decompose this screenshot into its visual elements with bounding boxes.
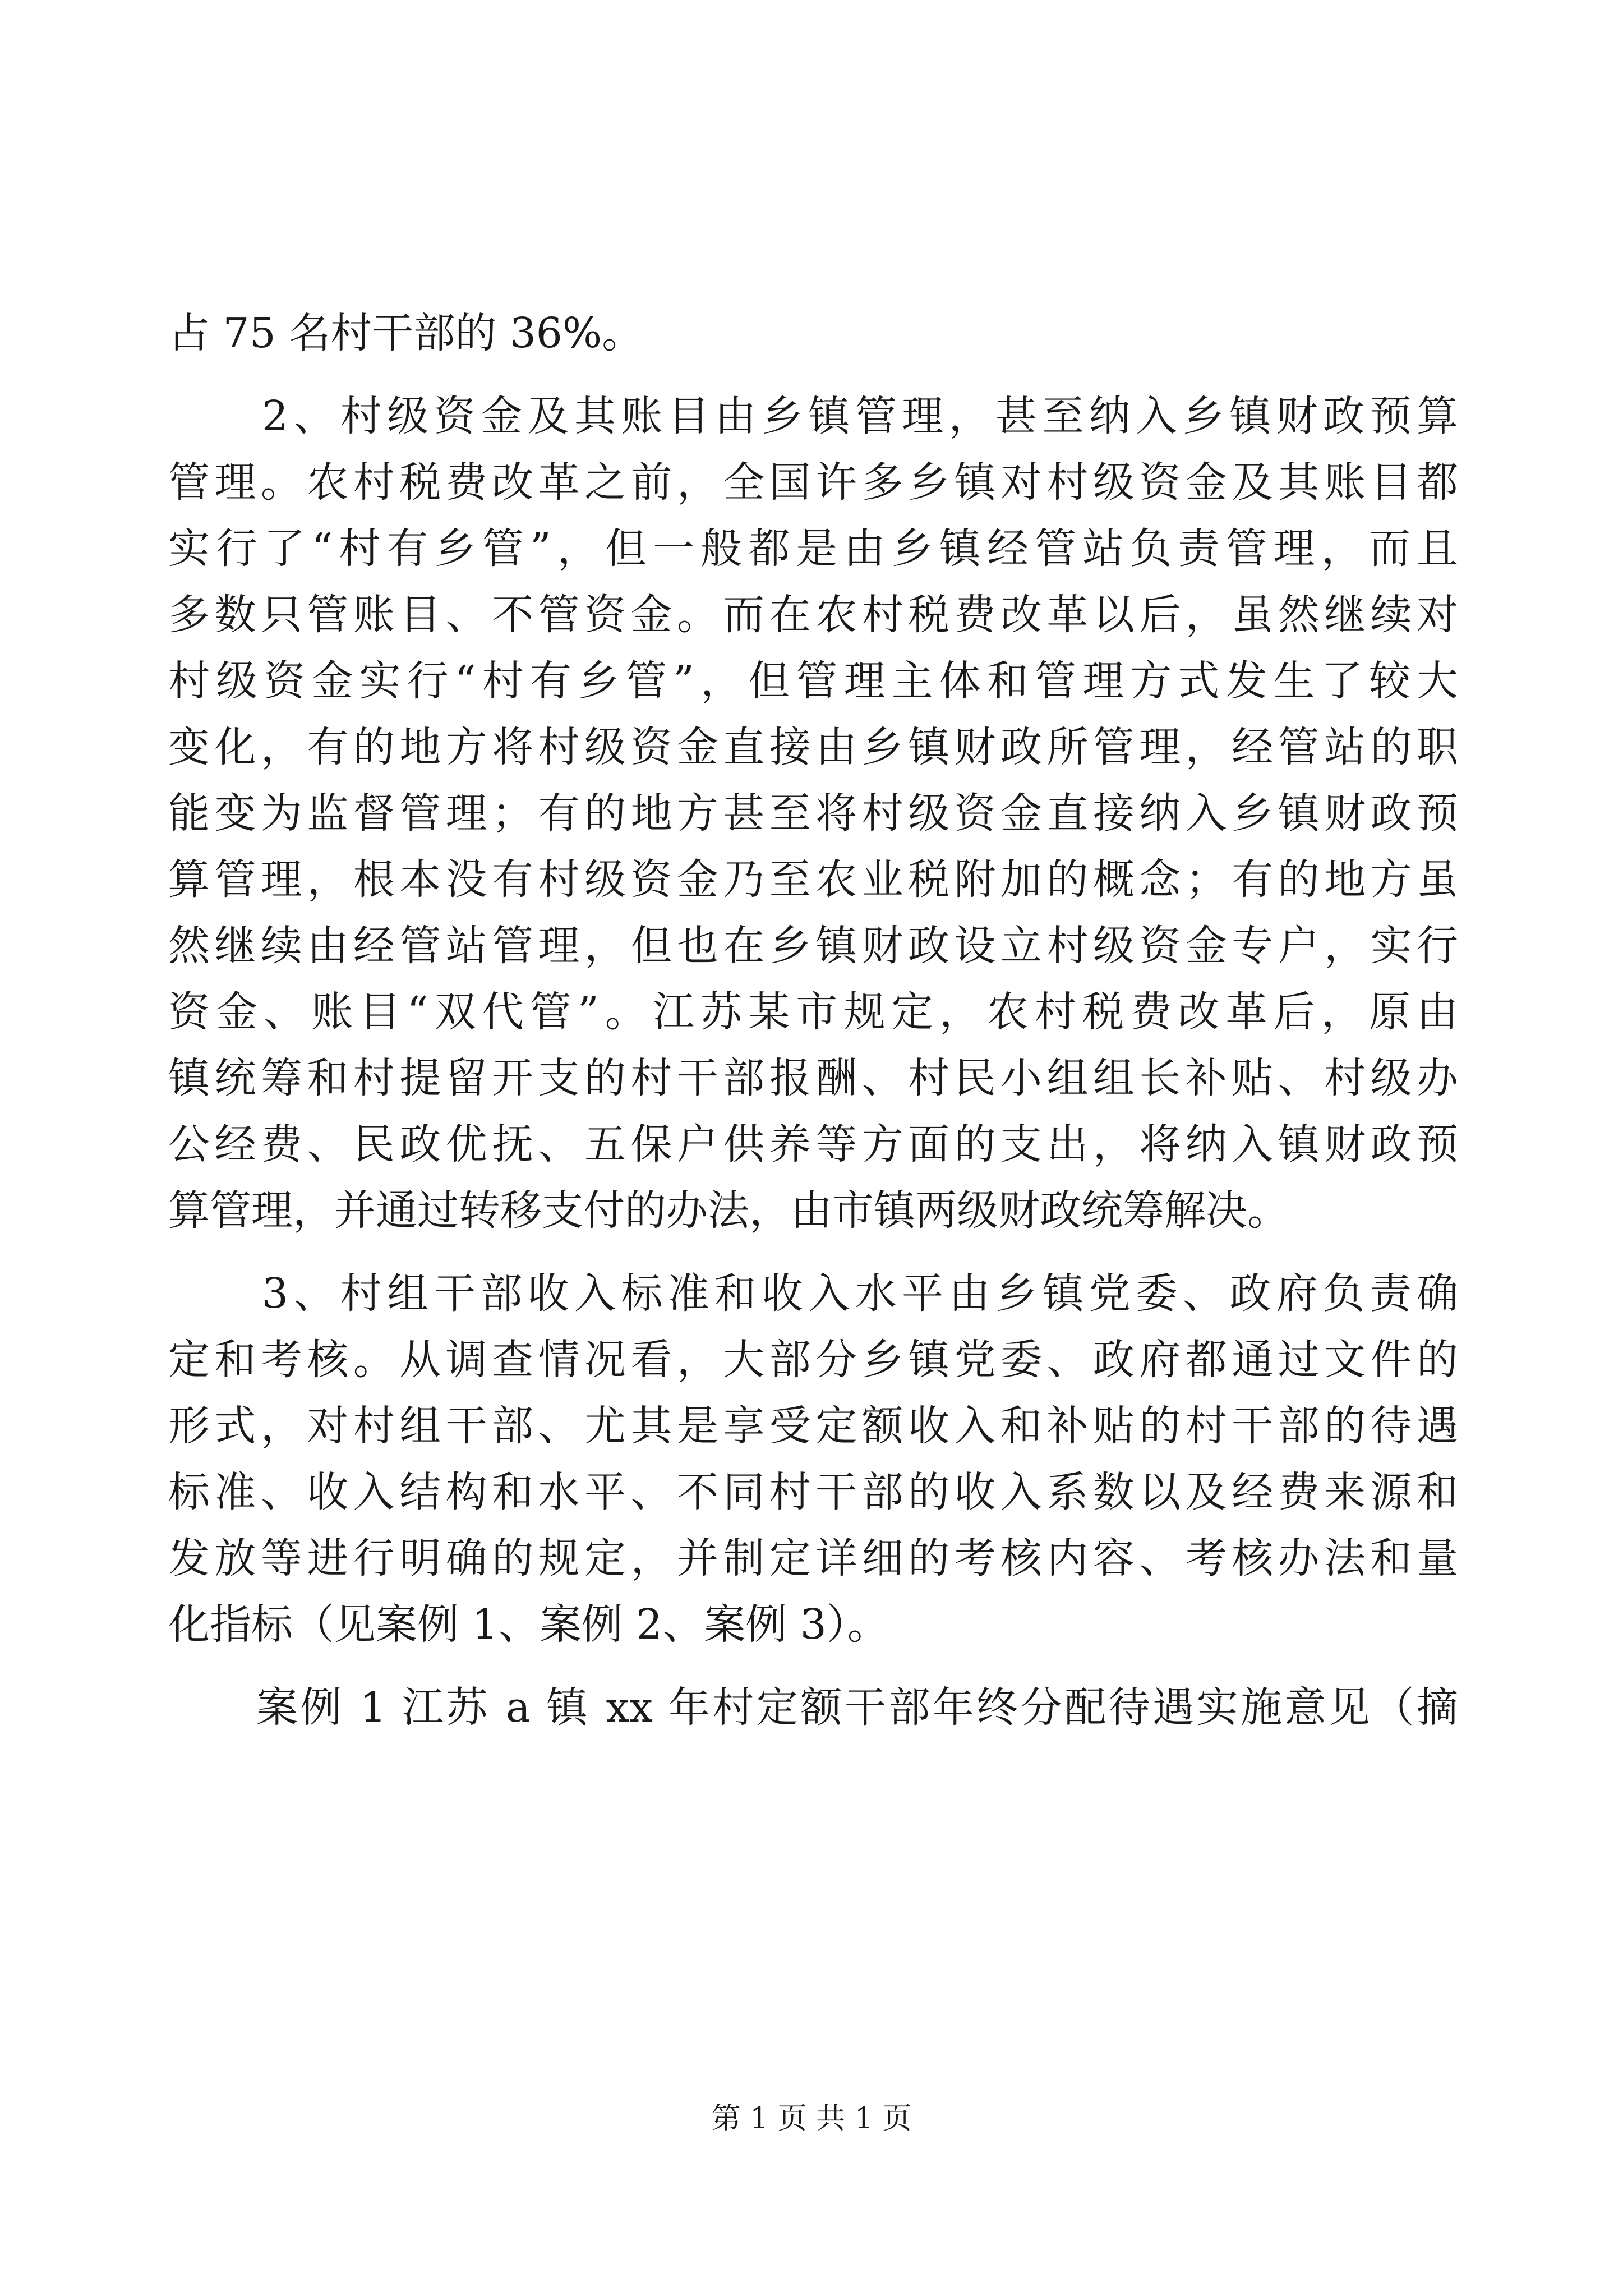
- text-line: 变化，有的地方将村级资金直接由乡镇财政所管理，经管站的职: [168, 723, 1458, 771]
- text-line: 2、村级资金及其账目由乡镇管理，甚至纳入乡镇财政预算: [168, 392, 1458, 440]
- text-line: 公经费、民政优抚、五保户供养等方面的支出，将纳入镇财政预: [168, 1120, 1458, 1168]
- text-line: 化指标（见案例 1、案例 2、案例 3）。: [168, 1600, 889, 1649]
- text-line: 占 75 名村干部的 36%。: [168, 309, 644, 357]
- text-line: 资金、账目“双代管”。江苏某市规定，农村税费改革后，原由: [168, 988, 1458, 1036]
- text-line: 实行了“村有乡管”，但一般都是由乡镇经管站负责管理，而且: [168, 524, 1458, 573]
- text-line: 案例 1 江苏 a 镇 xx 年村定额干部年终分配待遇实施意见（摘: [168, 1683, 1458, 1732]
- text-line: 村级资金实行“村有乡管”，但管理主体和管理方式发生了较大: [168, 657, 1458, 705]
- text-line: 算管理，并通过转移支付的办法，由市镇两级财政统筹解决。: [168, 1186, 1289, 1235]
- text-line: 然继续由经管站管理，但也在乡镇财政设立村级资金专户，实行: [168, 922, 1458, 970]
- document-body: [168, 300, 1458, 1741]
- text-line: 标准、收入结构和水平、不同村干部的收入系数以及经费来源和: [168, 1468, 1458, 1516]
- paragraph: [168, 383, 1458, 1244]
- text-line: 能变为监督管理；有的地方甚至将村级资金直接纳入乡镇财政预: [168, 789, 1458, 838]
- text-line: 发放等进行明确的规定，并制定详细的考核内容、考核办法和量: [168, 1534, 1458, 1582]
- text-line: 多数只管账目、不管资金。而在农村税费改革以后，虽然继续对: [168, 591, 1458, 639]
- text-line: 3、村组干部收入标准和收入水平由乡镇党委、政府负责确: [168, 1269, 1458, 1318]
- text-line: 形式，对村组干部、尤其是享受定额收入和补贴的村干部的待遇: [168, 1402, 1458, 1450]
- paragraph: [168, 1260, 1458, 1658]
- text-line: 管理。农村税费改革之前，全国许多乡镇对村级资金及其账目都: [168, 458, 1458, 507]
- paragraph: [168, 1674, 1458, 1741]
- text-line: 定和考核。从调查情况看，大部分乡镇党委、政府都通过文件的: [168, 1336, 1458, 1384]
- text-line: 镇统筹和村提留开支的村干部报酬、村民小组组长补贴、村级办: [168, 1054, 1458, 1102]
- page-footer: 第 1 页 共 1 页: [711, 2102, 912, 2136]
- text-line: 算管理，根本没有村级资金乃至农业税附加的概念；有的地方虽: [168, 855, 1458, 904]
- paragraph: [168, 300, 1458, 366]
